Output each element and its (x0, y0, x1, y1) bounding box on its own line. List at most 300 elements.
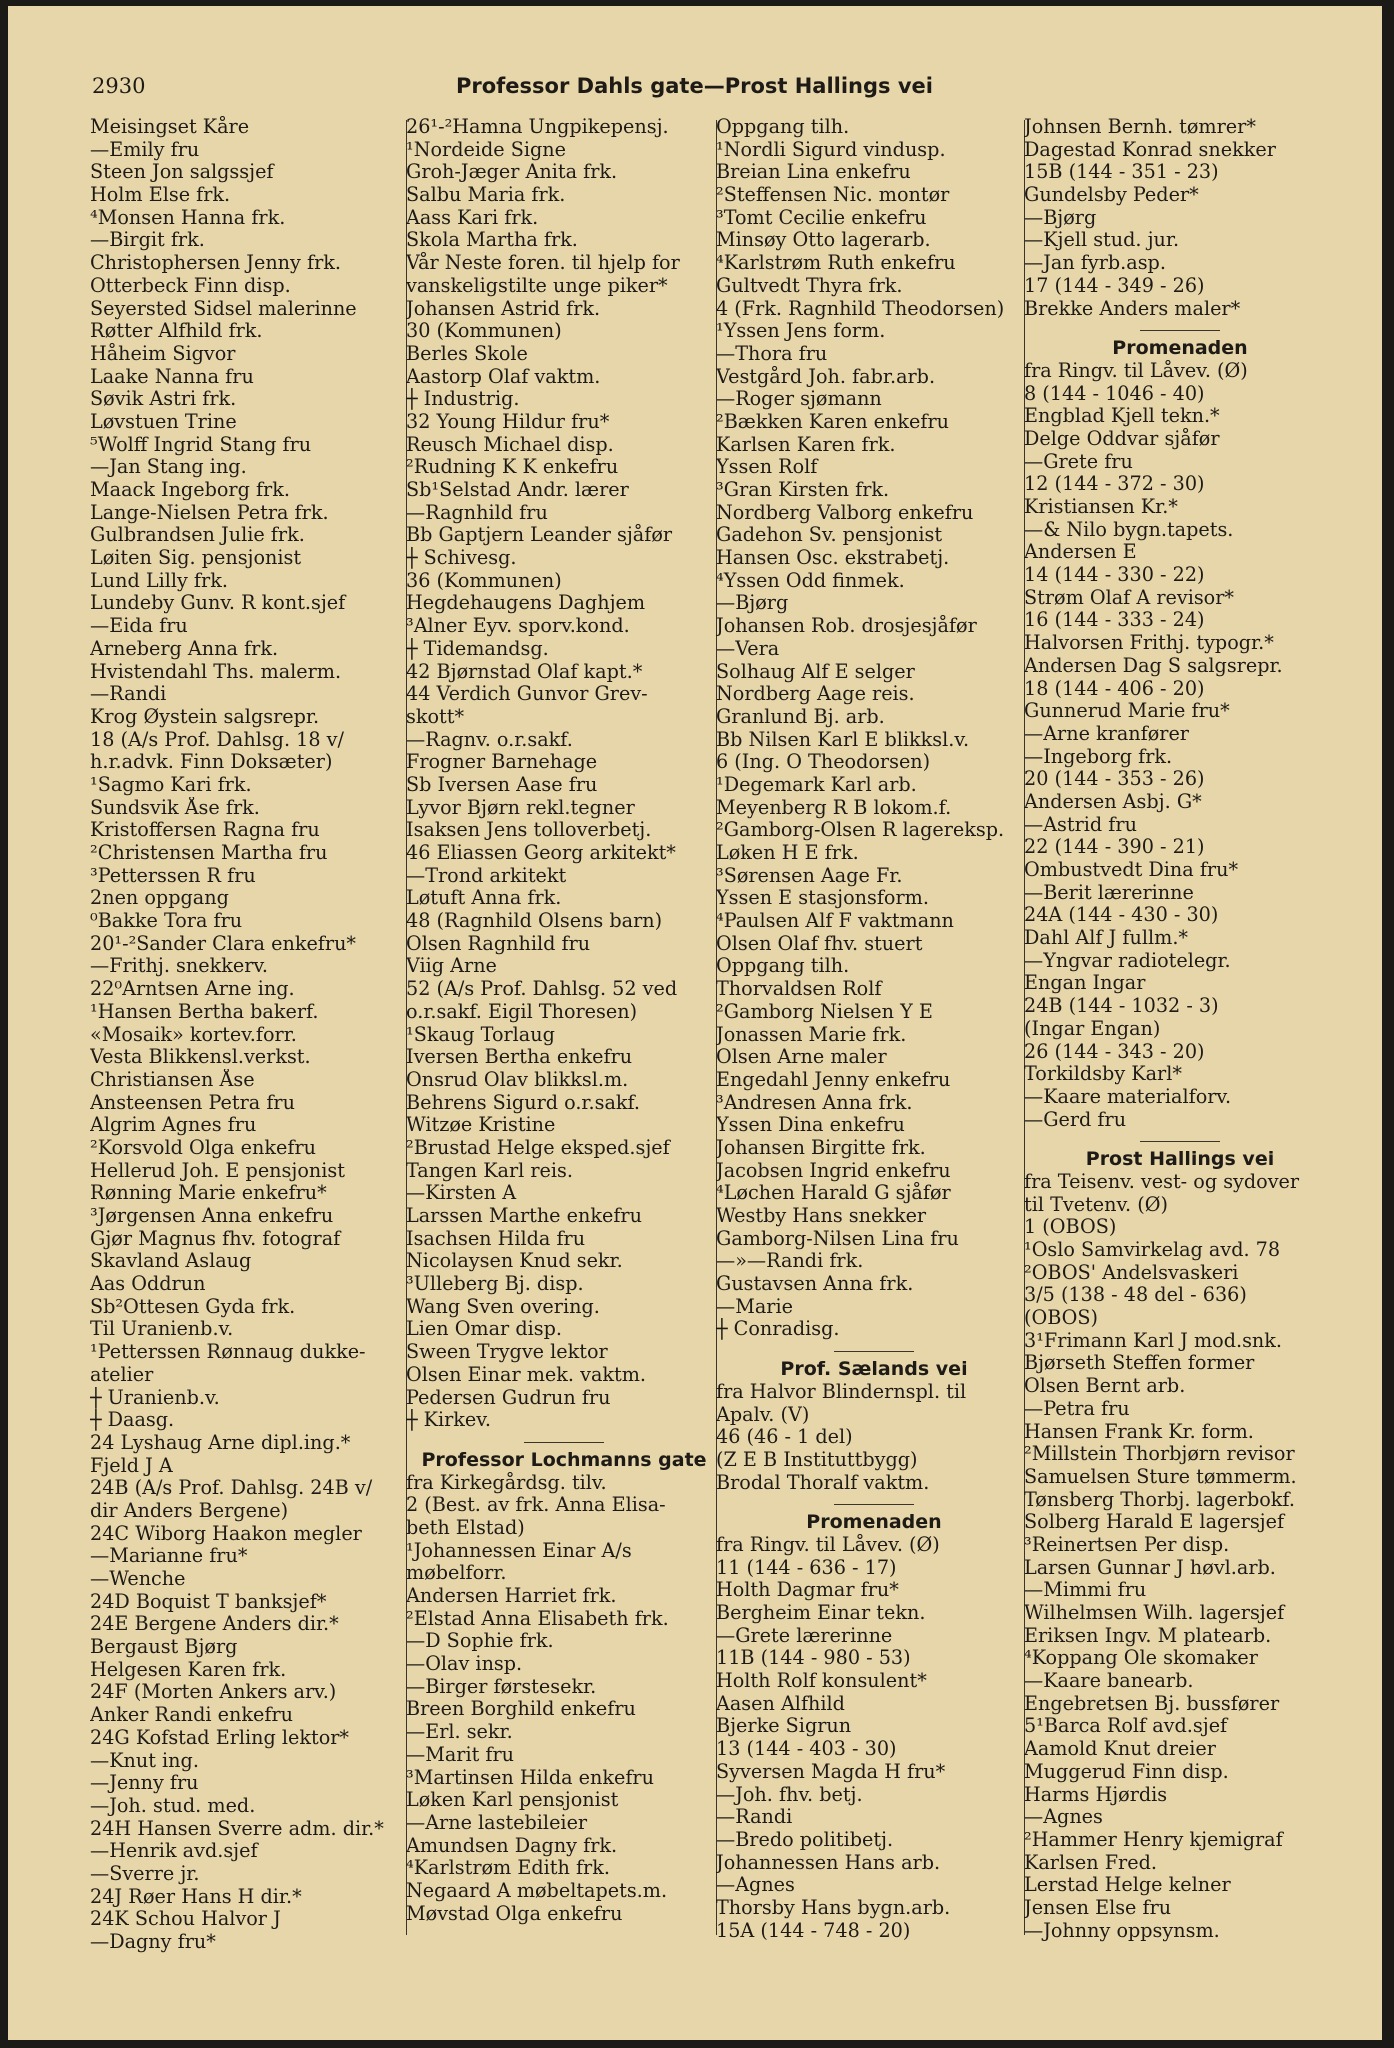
directory-entry: 24D Boquist T banksjef* (90, 1590, 327, 1613)
directory-entry: Brekke Anders maler* (1024, 297, 1241, 320)
directory-entry: Andersen Asbj. G* (1024, 790, 1202, 813)
directory-entry: ¹Petterssen Rønnaug dukke- (90, 1341, 366, 1364)
directory-entry: ⁴Yssen Odd finmek. (716, 569, 905, 592)
directory-entry: Tangen Karl reis. (406, 1159, 573, 1182)
directory-entry: Holth Rolf konsulent* (716, 1670, 927, 1693)
directory-entry: Aasen Alfhild (716, 1692, 845, 1715)
directory-entry: 52 (A/s Prof. Dahlsg. 52 ved (406, 978, 678, 1001)
directory-entry: 36 (Kommunen) (406, 569, 562, 592)
directory-entry: 48 (Ragnhild Olsens barn) (406, 910, 663, 933)
directory-entry: Løvstuen Trine (90, 410, 237, 433)
directory-entry: 24F (Morten Ankers arv.) (90, 1681, 337, 1704)
directory-entry: Groh-Jæger Anita frk. (406, 161, 618, 184)
directory-entry: Torkildsby Karl* (1024, 1063, 1182, 1086)
directory-entry: 24J Røer Hans H dir.* (90, 1885, 302, 1908)
street-heading: Promenaden (806, 1511, 942, 1534)
directory-entry: Yssen Dina enkefru (716, 1114, 905, 1137)
directory-entry: Hansen Osc. ekstrabetj. (716, 547, 950, 570)
directory-entry: Thorsby Hans bygn.arb. (716, 1896, 951, 1919)
directory-entry: Bjørseth Steffen former (1024, 1352, 1255, 1375)
directory-entry: ³Ulleberg Bj. disp. (406, 1273, 584, 1296)
directory-entry: ¹Degemark Karl arb. (716, 773, 917, 796)
directory-entry: 13 (144 - 403 - 30) (716, 1738, 897, 1761)
directory-entry: —Gerd fru (1024, 1108, 1127, 1131)
directory-entry: 2 (Best. av frk. Anna Elisa- (406, 1494, 666, 1517)
directory-entry: —Marianne fru* (90, 1545, 248, 1568)
directory-entry: Gadehon Sv. pensjonist (716, 524, 943, 547)
street-heading: Prost Hallings vei (1085, 1148, 1275, 1171)
directory-entry: —Sverre jr. (90, 1862, 200, 1885)
directory-entry: Oppgang tilh. (716, 955, 850, 978)
directory-entry: ²Christensen Martha fru (90, 842, 328, 864)
directory-entry: —Jan fyrb.asp. (1024, 252, 1166, 275)
directory-entry: —Vera (716, 637, 780, 660)
directory-entry: Lundeby Gunv. R kont.sjef (90, 592, 346, 615)
directory-entry: Sb²Ottesen Gyda frk. (90, 1295, 296, 1318)
directory-entry: Engan Ingar (1024, 972, 1146, 995)
directory-entry: Meisingset Kåre (90, 116, 250, 138)
directory-entry: 46 (46 - 1 del) (716, 1426, 853, 1449)
directory-entry: —Kirsten A (406, 1182, 517, 1205)
directory-entry: —Berit lærerinne (1024, 881, 1194, 904)
directory-entry: —Roger sjømann (716, 388, 882, 411)
directory-entry: —Agnes (1024, 1806, 1103, 1829)
directory-entry: Aamold Knut dreier (1024, 1738, 1216, 1761)
directory-entry: ⁴Paulsen Alf F vaktmann (716, 910, 954, 933)
directory-entry: Olsen Arne maler (716, 1046, 887, 1069)
directory-entry: fra Halvor Blindernspl. til (716, 1380, 967, 1403)
directory-entry: 8 (144 - 1046 - 40) (1024, 382, 1205, 405)
directory-entry: 16 (144 - 333 - 24) (1024, 609, 1205, 632)
page-number: 2930 (92, 74, 146, 98)
directory-entry: ³Reinertsen Per disp. (1024, 1533, 1230, 1556)
directory-entry: ¹Johannessen Einar A/s (406, 1539, 632, 1562)
directory-entry: 22⁰Arntsen Arne ing. (90, 978, 295, 1001)
directory-entry: Halvorsen Frithj. typogr.* (1024, 632, 1274, 655)
directory-entry: Skola Martha frk. (406, 229, 578, 252)
directory-entry: Laake Nanna fru (90, 365, 254, 388)
directory-entry: ¹Hansen Bertha bakerf. (90, 1000, 319, 1023)
directory-entry: atelier (90, 1363, 154, 1386)
directory-entry: —Randi (90, 683, 167, 706)
directory-entry: Kristiansen Kr.* (1024, 496, 1178, 518)
directory-entry: Sb¹Selstad Andr. lærer (406, 479, 629, 501)
column-2 (406, 116, 722, 1925)
directory-entry: Yssen E stasjonsform. (716, 887, 929, 910)
directory-entry: 24A (144 - 430 - 30) (1024, 904, 1219, 927)
directory-entry: Gjør Magnus fhv. fotograf (90, 1227, 341, 1250)
street-heading: Professor Lochmanns gate (421, 1448, 707, 1471)
directory-entry: ²Gamborg-Olsen R lagereksp. (716, 819, 1005, 842)
directory-entry: skott* (406, 705, 465, 728)
directory-entry: —Yngvar radiotelegr. (1024, 949, 1231, 972)
directory-entry: Tønsberg Thorbj. lagerbokf. (1024, 1488, 1295, 1511)
directory-entry: Westby Hans snekker (716, 1205, 927, 1227)
directory-entry: ┼ Conradisg. (716, 1318, 840, 1341)
directory-entry: Isaksen Jens tolloverbetj. (406, 819, 652, 842)
directory-entry: Jacobsen Ingrid enkefru (716, 1159, 951, 1182)
directory-entry: Nordberg Valborg enkefru (716, 501, 974, 524)
directory-entry: —Frithj. snekkerv. (90, 955, 269, 978)
directory-entry: til Tvetenv. (Ø) (1024, 1193, 1168, 1216)
directory-entry: o.r.sakf. Eigil Thoresen) (406, 1000, 638, 1023)
section-separator (1140, 1141, 1220, 1142)
directory-entry: Algrim Agnes fru (90, 1114, 257, 1137)
directory-entry: ⁴Koppang Ole skomaker (1024, 1647, 1258, 1670)
directory-entry: —Arne kranfører (1024, 722, 1189, 745)
directory-entry: ⁴Monsen Hanna frk. (90, 206, 286, 229)
directory-entry: Arneberg Anna frk. (90, 637, 279, 660)
directory-entry: Lyvor Bjørn rekl.tegner (406, 796, 635, 819)
directory-entry: 18 (144 - 406 - 20) (1024, 677, 1205, 700)
directory-entry: ³Andresen Anna frk. (716, 1091, 913, 1114)
directory-entry: —»—Randi frk. (716, 1250, 864, 1273)
directory-entry: 24 Lyshaug Arne dipl.ing.* (90, 1431, 351, 1454)
directory-entry: ¹Oslo Samvirkelag avd. 78 (1024, 1239, 1281, 1261)
directory-entry: Delge Oddvar sjåfør (1024, 427, 1220, 450)
directory-entry: Sb Iversen Aase fru (406, 773, 598, 796)
directory-entry: ┼ Tidemandsg. (406, 637, 549, 660)
directory-entry: (Ingar Engan) (1024, 1017, 1161, 1040)
directory-entry: ²Brustad Helge eksped.sjef (406, 1136, 670, 1159)
directory-entry: Witzøe Kristine (406, 1114, 556, 1137)
directory-entry: 11B (144 - 980 - 53) (716, 1647, 911, 1670)
directory-entry: 5¹Barca Rolf avd.sjef (1024, 1715, 1228, 1738)
directory-entry: dir Anders Bergene) (90, 1499, 289, 1522)
directory-entry: Christiansen Åse (90, 1068, 255, 1091)
directory-entry: Onsrud Olav blikksl.m. (406, 1068, 629, 1091)
directory-entry: —Randi (716, 1806, 793, 1829)
directory-entry: Holm Else frk. (90, 184, 231, 207)
directory-entry: —Grete fru (1024, 450, 1133, 473)
directory-entry: Johansen Astrid frk. (406, 297, 601, 320)
directory-entry: Johannessen Hans arb. (716, 1851, 941, 1874)
directory-entry: (Z E B Instituttbygg) (716, 1448, 918, 1471)
directory-entry: Johnsen Bernh. tømrer* (1024, 116, 1256, 138)
directory-entry: —Jenny fru (90, 1772, 199, 1795)
directory-entry: Møvstad Olga enkefru (406, 1902, 623, 1925)
directory-entry: Negaard A møbeltapets.m. (406, 1879, 668, 1902)
directory-entry: Thorvaldsen Rolf (716, 978, 882, 1001)
directory-entry: 20 (144 - 353 - 26) (1024, 768, 1205, 791)
directory-entry: Reusch Michael disp. (406, 433, 614, 456)
directory-entry: 46 Eliassen Georg arkitekt* (406, 842, 676, 864)
directory-entry: 6 (Ing. O Theodorsen) (716, 751, 931, 774)
directory-entry: ²Gamborg Nielsen Y E (716, 1000, 933, 1023)
directory-entry: Salbu Maria frk. (406, 184, 566, 207)
directory-entry: ¹Nordli Sigurd vindusp. (716, 138, 946, 161)
directory-entry: Seyersted Sidsel malerinne (90, 297, 357, 320)
directory-entry: ┼ Uranienb.v. (90, 1386, 220, 1409)
directory-entry: —Bjørg (1024, 206, 1097, 229)
street-heading: Prof. Sælands vei (780, 1358, 968, 1381)
directory-entry: ⁴Løchen Harald G sjåfør (716, 1182, 951, 1205)
directory-entry: Gamborg-Nilsen Lina fru (716, 1227, 959, 1250)
directory-entry: fra Kirkegårdsg. tilv. (406, 1471, 607, 1494)
directory-entry: Hegdehaugens Daghjem (406, 592, 646, 615)
directory-entry: Breian Lina enkefru (716, 161, 911, 184)
directory-entry: Lund Lilly frk. (90, 569, 228, 592)
directory-entry: —Petra fru (1024, 1397, 1130, 1420)
directory-entry: 26 (144 - 343 - 20) (1024, 1040, 1205, 1063)
directory-entry: Maack Ingeborg frk. (90, 479, 290, 501)
running-head: Professor Dahls gate—Prost Hallings vei (456, 74, 933, 98)
directory-entry: Amundsen Dagny frk. (406, 1834, 618, 1857)
directory-entry: Otterbeck Finn disp. (90, 274, 291, 297)
directory-entry: Isachsen Hilda fru (406, 1227, 586, 1250)
directory-entry: —Kjell stud. jur. (1024, 229, 1180, 252)
directory-entry: Vestgård Joh. fabr.arb. (716, 365, 936, 388)
directory-entry: Iversen Bertha enkefru (406, 1046, 633, 1069)
directory-entry: Søvik Astri frk. (90, 388, 237, 411)
directory-entry: Wang Sven overing. (406, 1295, 600, 1318)
directory-entry: (OBOS) (1024, 1307, 1099, 1330)
directory-entry: —Bjørg (716, 592, 789, 615)
directory-entry: Håheim Sigvor (90, 342, 236, 365)
directory-entry: beth Elstad) (406, 1516, 525, 1539)
directory-entry: ²Elstad Anna Elisabeth frk. (406, 1607, 669, 1630)
directory-entry: —Erl. sekr. (406, 1721, 513, 1744)
directory-entry: Dagestad Konrad snekker (1024, 138, 1276, 161)
directory-entry: Gultvedt Thyra frk. (716, 274, 903, 297)
directory-entry: Røtter Alfhild frk. (90, 320, 263, 343)
directory-entry: Engblad Kjell tekn.* (1024, 405, 1220, 428)
directory-entry: 24B (144 - 1032 - 3) (1024, 995, 1219, 1018)
directory-entry: —Wenche (90, 1568, 186, 1590)
directory-entry: 18 (A/s Prof. Dahlsg. 18 v/ (90, 728, 344, 751)
directory-entry: ³Jørgensen Anna enkefru (90, 1205, 334, 1227)
directory-entry: 17 (144 - 349 - 26) (1024, 274, 1205, 297)
directory-entry: Harms Hjørdis (1024, 1783, 1168, 1806)
directory-entry: 3/5 (138 - 48 del - 636) (1024, 1284, 1247, 1307)
directory-entry: ²Steffensen Nic. montør (716, 184, 950, 207)
directory-entry: ³Alner Eyv. sporv.kond. (406, 615, 630, 638)
directory-entry: Sundsvik Åse frk. (90, 796, 260, 819)
directory-entry: Larssen Marthe enkefru (406, 1205, 642, 1227)
directory-entry: Gustavsen Anna frk. (716, 1273, 914, 1296)
directory-entry: 15B (144 - 351 - 23) (1024, 161, 1219, 184)
section-separator (524, 1442, 604, 1443)
directory-entry: —Emily fru (90, 138, 200, 161)
directory-entry: Aass Kari frk. (406, 206, 539, 229)
directory-entry: 3¹Frimann Karl J mod.snk. (1024, 1329, 1283, 1352)
directory-entry: —Joh. fhv. betj. (716, 1783, 863, 1806)
directory-entry: Karlsen Fred. (1024, 1851, 1157, 1874)
directory-entry: Steen Jon salgssjef (90, 161, 274, 184)
section-separator (834, 1351, 914, 1352)
section-separator (834, 1504, 914, 1505)
directory-entry: Løiten Sig. pensjonist (90, 547, 302, 570)
directory-entry: —Birger førstesekr. (406, 1675, 597, 1698)
directory-entry: Larsen Gunnar J høvl.arb. (1024, 1556, 1276, 1579)
directory-entry: 32 Young Hildur fru* (406, 410, 610, 433)
directory-entry: 26¹-²Hamna Ungpikepensj. (406, 116, 669, 138)
directory-entry: møbelforr. (406, 1562, 507, 1585)
directory-entry: —Dagny fru* (90, 1931, 216, 1953)
directory-entry: 4 (Frk. Ragnhild Theodorsen) (716, 297, 1005, 320)
directory-entry: Minsøy Otto lagerarb. (716, 229, 931, 252)
directory-entry: Anker Randi enkefru (90, 1704, 293, 1727)
directory-entry: 24B (A/s Prof. Dahlsg. 24B v/ (90, 1477, 373, 1500)
directory-entry: —Ingeborg frk. (1024, 745, 1173, 768)
column-4 (1024, 116, 1336, 1942)
directory-entry: Dahl Alf J fullm.* (1024, 927, 1189, 950)
directory-entry: Skavland Aslaug (90, 1250, 252, 1273)
directory-entry: Solberg Harald E lagersjef (1024, 1511, 1285, 1534)
directory-entry: Nordberg Aage reis. (716, 683, 915, 706)
directory-entry: ²Bækken Karen enkefru (716, 410, 949, 433)
directory-entry: —Knut ing. (90, 1749, 199, 1772)
directory-entry: Hvistendahl Ths. malerm. (90, 660, 342, 683)
directory-entry: Aastorp Olaf vaktm. (406, 365, 601, 388)
directory-entry: Solhaug Alf E selger (716, 660, 915, 683)
directory-entry: —Eida fru (90, 615, 188, 638)
directory-entry: Wilhelmsen Wilh. lagersjef (1024, 1602, 1285, 1624)
directory-entry: Meyenberg R B lokom.f. (716, 796, 952, 819)
directory-entry: Olsen Bernt arb. (1024, 1375, 1186, 1398)
directory-entry: Johansen Birgitte frk. (716, 1136, 926, 1159)
directory-entry: ┼ Schivesg. (406, 547, 517, 570)
directory-entry: —Kaare materialforv. (1024, 1085, 1232, 1108)
directory-entry: Bergaust Bjørg (90, 1636, 238, 1659)
directory-entry: fra Ringv. til Låvev. (Ø) (1024, 359, 1248, 382)
directory-entry: Sween Trygve lektor (406, 1341, 608, 1364)
directory-entry: 24C Wiborg Haakon megler (90, 1522, 362, 1545)
directory-entry: —Grete lærerinne (716, 1624, 893, 1647)
directory-entry: Muggerud Finn disp. (1024, 1760, 1229, 1783)
directory-entry: ⁰Bakke Tora fru (90, 910, 243, 933)
section-separator (1140, 330, 1220, 331)
column-1 (90, 116, 406, 1954)
directory-entry: ²OBOS' Andelsvaskeri (1024, 1261, 1239, 1284)
directory-entry: Eriksen Ingv. M platearb. (1024, 1624, 1272, 1647)
directory-entry: ⁴Karlstrøm Edith frk. (406, 1857, 610, 1880)
directory-entry: Johansen Rob. drosjesjåfør (716, 615, 977, 638)
directory-entry: Christophersen Jenny frk. (90, 252, 341, 275)
directory-entry: Breen Borghild enkefru (406, 1698, 636, 1721)
directory-entry: Gulbrandsen Julie frk. (90, 524, 305, 547)
directory-entry: Helgesen Karen frk. (90, 1658, 287, 1681)
directory-entry: Brodal Thoralf vaktm. (716, 1471, 930, 1494)
directory-entry: Olsen Ragnhild fru (406, 932, 591, 955)
directory-entry: Bb Gaptjern Leander sjåfør (406, 524, 673, 547)
directory-entry: —Kaare banearb. (1024, 1670, 1194, 1693)
directory-entry: —Johnny oppsynsm. (1024, 1919, 1220, 1942)
directory-entry: Oppgang tilh. (716, 116, 850, 138)
directory-entry: Bb Nilsen Karl E blikksl.v. (716, 728, 970, 751)
directory-entry: fra Teisenv. vest- og sydover (1024, 1170, 1300, 1193)
directory-entry: 15A (144 - 748 - 20) (716, 1919, 911, 1942)
directory-entry: Vår Neste foren. til hjelp for (406, 252, 680, 275)
directory-entry: —Thora fru (716, 342, 828, 365)
directory-entry: Bergheim Einar tekn. (716, 1602, 926, 1624)
directory-entry: Andersen E (1024, 541, 1137, 564)
directory-entry: ³Martinsen Hilda enkefru (406, 1766, 654, 1789)
page-header (8, 74, 1382, 108)
directory-entry: h.r.advk. Finn Doksæter) (90, 751, 333, 774)
directory-entry: ³Gran Kirsten frk. (716, 479, 890, 501)
directory-entry: Hansen Frank Kr. form. (1024, 1420, 1254, 1443)
directory-entry: Gundelsby Peder* (1024, 184, 1199, 207)
directory-entry: Engedahl Jenny enkefru (716, 1068, 951, 1091)
directory-entry: Olsen Einar mek. vaktm. (406, 1363, 647, 1386)
directory-entry: ¹Skaug Torlaug (406, 1023, 555, 1046)
directory-entry: Strøm Olaf A revisor* (1024, 586, 1235, 609)
directory-entry: Engebretsen Bj. bussfører (1024, 1692, 1280, 1715)
directory-entry: Apalv. (V) (716, 1403, 810, 1426)
directory-entry: Ansteensen Petra fru (90, 1091, 295, 1114)
directory-entry: Holth Dagmar fru* (716, 1579, 899, 1602)
directory-entry: 14 (144 - 330 - 22) (1024, 564, 1205, 587)
directory-entry: Nicolaysen Knud sekr. (406, 1250, 623, 1273)
directory-entry: —Birgit frk. (90, 229, 205, 252)
directory-entry: Vesta Blikkensl.verkst. (90, 1046, 311, 1069)
directory-entry: —Ragnhild fru (406, 501, 548, 524)
directory-entry: «Mosaik» kortev.forr. (90, 1023, 297, 1046)
directory-entry: ³Tomt Cecilie enkefru (716, 206, 927, 229)
directory-entry: 42 Bjørnstad Olaf kapt.* (406, 660, 643, 683)
directory-entry: —& Nilo bygn.tapets. (1024, 518, 1234, 541)
directory-entry: Behrens Sigurd o.r.sakf. (406, 1091, 641, 1114)
directory-entry: ┼ Kirkev. (406, 1409, 491, 1432)
directory-entry: Kristoffersen Ragna fru (90, 819, 320, 842)
directory-entry: Berles Skole (406, 342, 528, 365)
directory-entry: Hellerud Joh. E pensjonist (90, 1159, 345, 1182)
directory-entry: ²Rudning K K enkefru (406, 456, 619, 479)
directory-entry: Olsen Olaf fhv. stuert (716, 932, 923, 955)
directory-entry: 22 (144 - 390 - 21) (1024, 836, 1205, 859)
directory-entry: ²Millstein Thorbjørn revisor (1024, 1443, 1295, 1466)
directory-entry: Andersen Harriet frk. (406, 1585, 617, 1607)
directory-page (8, 6, 1382, 2040)
directory-entry: ¹Nordeide Signe (406, 138, 566, 161)
directory-entry: —Henrik avd.sjef (90, 1840, 258, 1863)
directory-entry: 20¹-²Sander Clara enkefru* (90, 932, 357, 955)
directory-entry: ⁵Wolff Ingrid Stang fru (90, 433, 312, 456)
directory-entry: —Marie (716, 1295, 793, 1318)
directory-entry: Andersen Dag S salgsrepr. (1024, 654, 1283, 677)
directory-entry: 30 (Kommunen) (406, 320, 562, 343)
directory-entry: Syversen Magda H fru* (716, 1760, 946, 1783)
directory-entry: Lerstad Helge kelner (1024, 1874, 1231, 1897)
directory-entry: ¹Sagmo Kari frk. (90, 773, 252, 796)
directory-entry: Aas Oddrun (90, 1273, 206, 1296)
directory-entry: Samuelsen Sture tømmerm. (1024, 1465, 1297, 1488)
directory-entry: vanskeligstilte unge piker* (406, 274, 668, 297)
directory-entry: ⁴Karlstrøm Ruth enkefru (716, 252, 956, 275)
directory-entry: —Mimmi fru (1024, 1579, 1147, 1602)
directory-entry: —Ragnv. o.r.sakf. (406, 728, 573, 751)
directory-entry: —Olav insp. (406, 1653, 523, 1676)
directory-entry: 24G Kofstad Erling lektor* (90, 1726, 350, 1749)
directory-entry: Pedersen Gudrun fru (406, 1386, 611, 1409)
directory-entry: ┼ Daasg. (90, 1409, 175, 1432)
directory-entry: 44 Verdich Gunvor Grev- (406, 683, 648, 706)
directory-entry: —Arne lastebileier (406, 1811, 588, 1834)
directory-entry: —Joh. stud. med. (90, 1794, 256, 1817)
directory-entry: 2nen oppgang (90, 887, 229, 910)
directory-entry: ²Korsvold Olga enkefru (90, 1136, 317, 1159)
directory-entry: Løtuft Anna frk. (406, 887, 562, 910)
directory-entry: ³Petterssen R fru (90, 864, 256, 887)
directory-entry: 24K Schou Halvor J (90, 1908, 281, 1931)
directory-entry: Krog Øystein salgsrepr. (90, 705, 320, 728)
directory-entry: ¹Yssen Jens form. (716, 320, 886, 343)
directory-entry: Gunnerud Marie fru* (1024, 700, 1230, 723)
street-heading: Promenaden (1112, 337, 1248, 360)
directory-entry: Løken H E frk. (716, 842, 859, 864)
directory-entry: Rønning Marie enkefru* (90, 1182, 327, 1205)
